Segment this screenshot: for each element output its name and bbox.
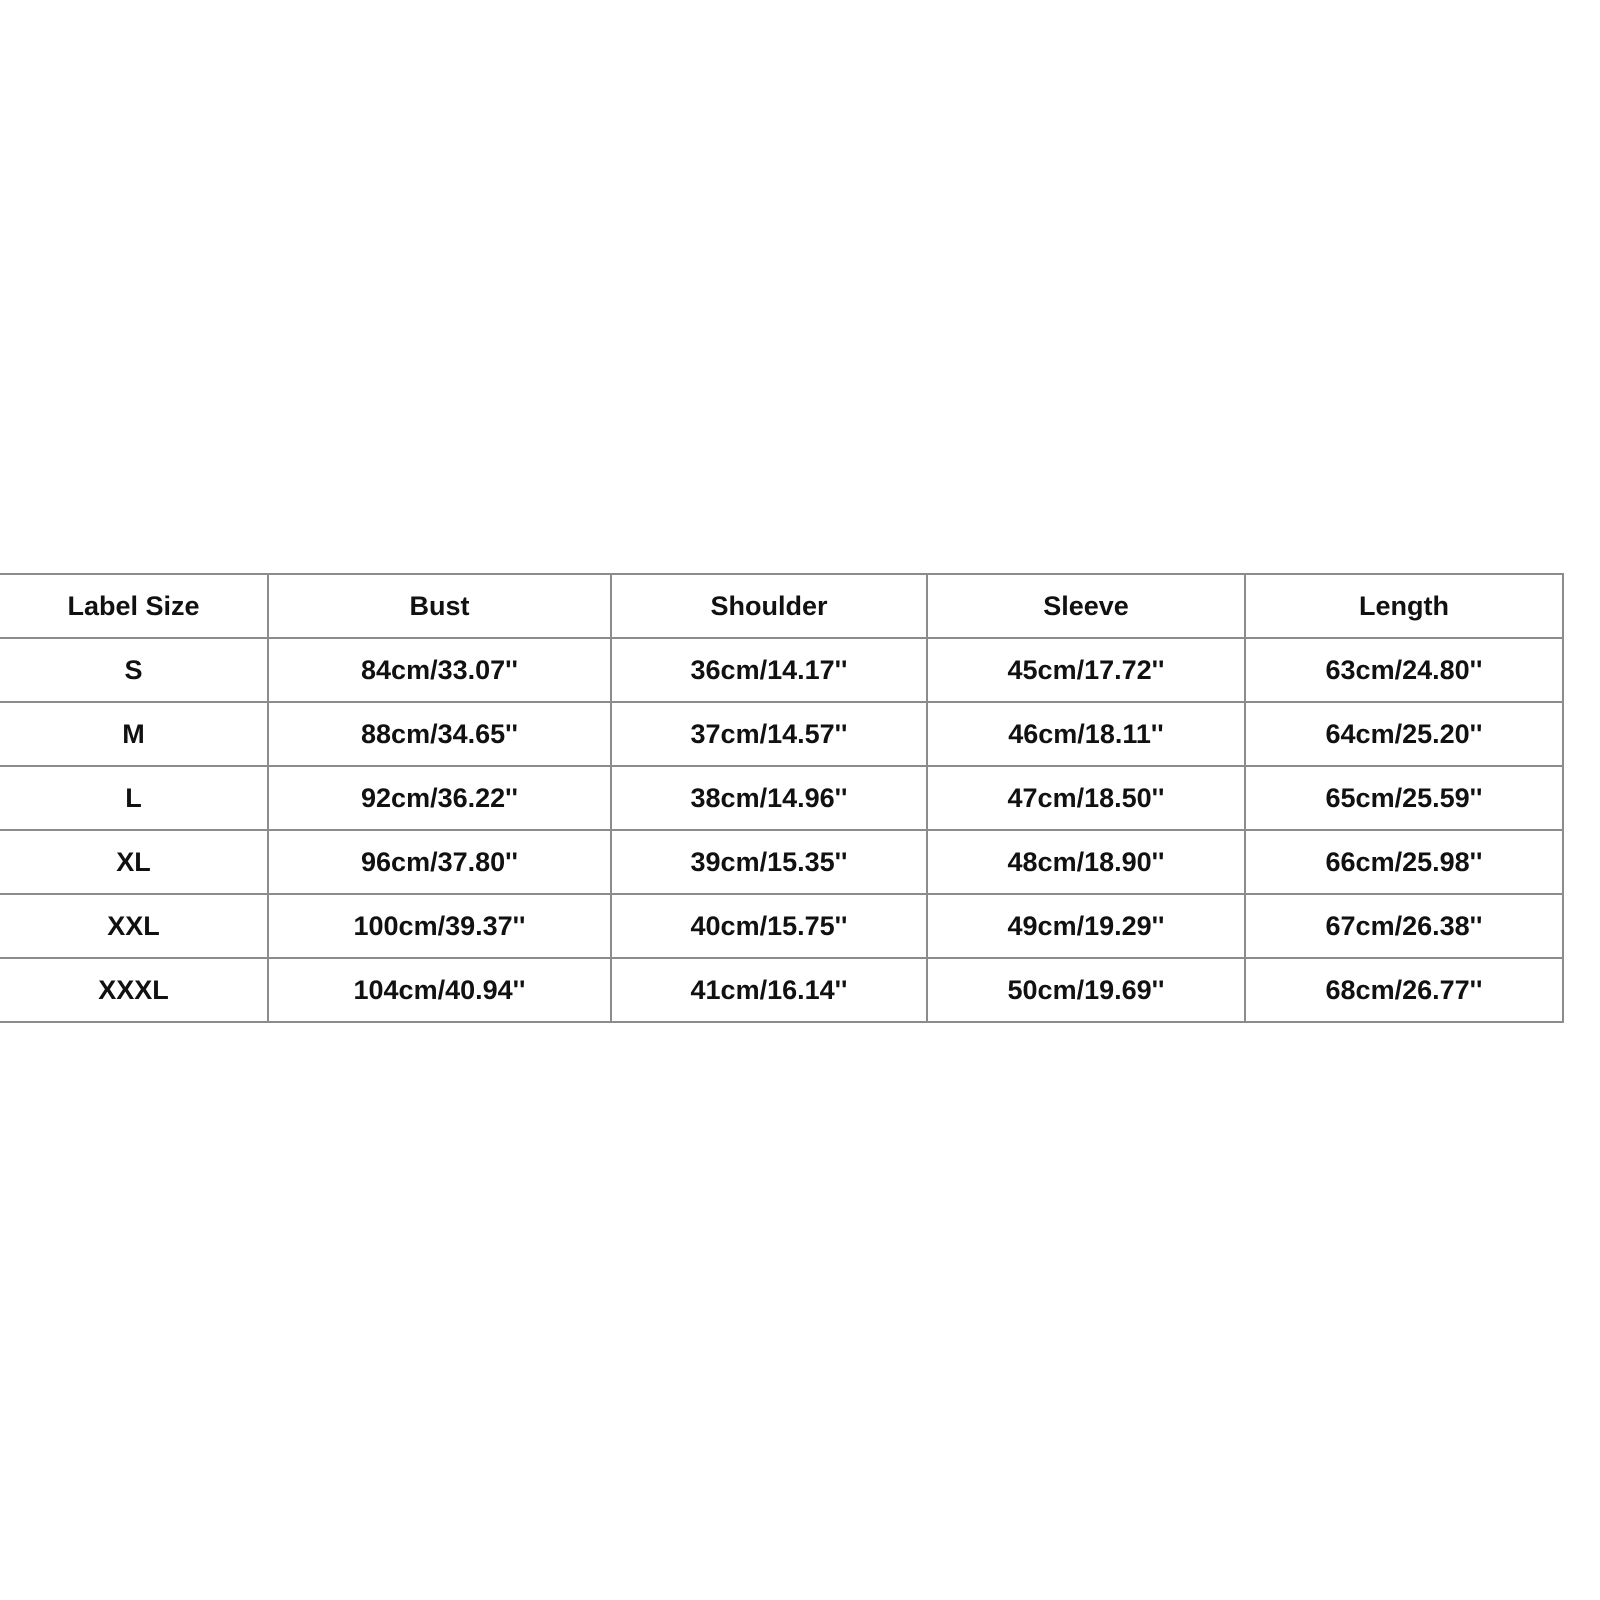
header-label-size: Label Size — [0, 574, 268, 638]
cell-shoulder: 41cm/16.14'' — [611, 958, 927, 1022]
cell-length: 65cm/25.59'' — [1245, 766, 1563, 830]
cell-length: 64cm/25.20'' — [1245, 702, 1563, 766]
size-chart-table — [0, 573, 1564, 1023]
table-row — [0, 702, 1563, 766]
table-row — [0, 638, 1563, 702]
cell-size: M — [0, 702, 268, 766]
cell-sleeve: 45cm/17.72'' — [927, 638, 1245, 702]
cell-shoulder: 36cm/14.17'' — [611, 638, 927, 702]
table-row — [0, 830, 1563, 894]
cell-sleeve: 46cm/18.11'' — [927, 702, 1245, 766]
cell-shoulder: 37cm/14.57'' — [611, 702, 927, 766]
cell-bust: 92cm/36.22'' — [268, 766, 611, 830]
cell-sleeve: 47cm/18.50'' — [927, 766, 1245, 830]
cell-bust: 84cm/33.07'' — [268, 638, 611, 702]
table-row — [0, 958, 1563, 1022]
cell-bust: 88cm/34.65'' — [268, 702, 611, 766]
table-row — [0, 894, 1563, 958]
cell-size: XXXL — [0, 958, 268, 1022]
cell-size: XL — [0, 830, 268, 894]
header-length: Length — [1245, 574, 1563, 638]
header-sleeve: Sleeve — [927, 574, 1245, 638]
cell-bust: 100cm/39.37'' — [268, 894, 611, 958]
table-row — [0, 766, 1563, 830]
cell-length: 66cm/25.98'' — [1245, 830, 1563, 894]
cell-sleeve: 48cm/18.90'' — [927, 830, 1245, 894]
cell-bust: 96cm/37.80'' — [268, 830, 611, 894]
cell-shoulder: 38cm/14.96'' — [611, 766, 927, 830]
cell-bust: 104cm/40.94'' — [268, 958, 611, 1022]
cell-length: 68cm/26.77'' — [1245, 958, 1563, 1022]
cell-size: XXL — [0, 894, 268, 958]
cell-size: L — [0, 766, 268, 830]
table-header-row — [0, 574, 1563, 638]
header-shoulder: Shoulder — [611, 574, 927, 638]
cell-shoulder: 40cm/15.75'' — [611, 894, 927, 958]
cell-length: 67cm/26.38'' — [1245, 894, 1563, 958]
cell-sleeve: 50cm/19.69'' — [927, 958, 1245, 1022]
cell-length: 63cm/24.80'' — [1245, 638, 1563, 702]
cell-sleeve: 49cm/19.29'' — [927, 894, 1245, 958]
header-bust: Bust — [268, 574, 611, 638]
cell-size: S — [0, 638, 268, 702]
cell-shoulder: 39cm/15.35'' — [611, 830, 927, 894]
